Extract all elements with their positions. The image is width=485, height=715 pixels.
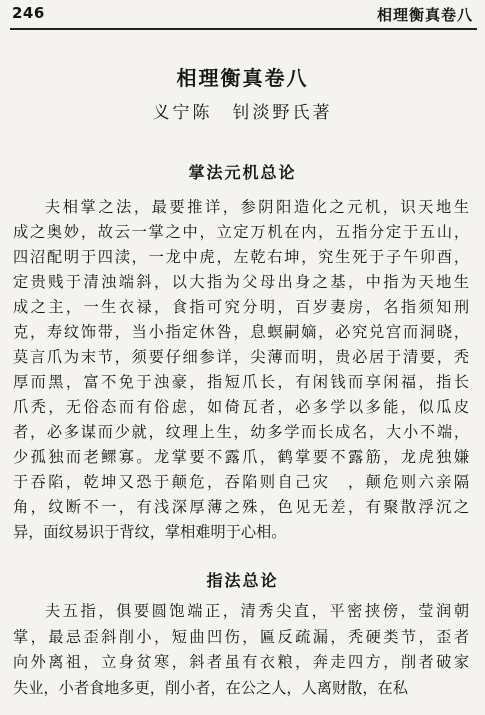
- text-line: 克，寿纹饰带，当小指定休咎，息螟嗣嫡，必究兑宫而洞晓，: [13, 323, 469, 341]
- text-line: 夫五指，俱要圆饱端正，清秀尖直，平密挟傍，莹润朝: [45, 602, 469, 620]
- running-header: [10, 2, 477, 26]
- page-number: 246: [12, 4, 45, 22]
- author-line: 义宁陈 钊淡野氏著: [152, 103, 333, 123]
- text-line: 成之主，一生衣禄，食指可究分明，百岁妻房，名指须知刑: [13, 298, 469, 316]
- text-line: 四沼配明于四渎，一龙中虎，左乾右坤，究生死于子午卯酉，: [13, 248, 469, 266]
- text-line: 异，面纹易识于背纹，掌相难明于心相。: [13, 523, 287, 541]
- running-title: 相理衡真卷八: [376, 6, 473, 24]
- section-heading-palm: 掌法元机总论: [188, 163, 297, 182]
- text-line: 角，纹断不一，有浅深厚薄之殊，色见无差，有聚散浮沉之: [13, 498, 469, 516]
- text-line: 夫相掌之法，最要推详，参阴阳造化之元机，识天地生: [45, 198, 469, 216]
- chapter-title: 相理衡真卷八: [176, 66, 309, 90]
- text-line: 者，必多谋而少就，纹理上生，幼多学而长成名，大小不端，: [13, 423, 469, 441]
- text-line: 掌，最忌歪斜削小，短曲凹伤，匾反疏漏，秃硬类节，歪者: [13, 627, 469, 646]
- text-line: 定贵贱于清浊端斜，以大指为父母出身之基，中指为天地生: [13, 273, 469, 291]
- text-line: 于吞陷，乾坤又恐于颠危，吞陷则自己灾 ，颠危则六亲隔: [13, 473, 469, 491]
- text-line: 爪秃，无俗态而有俗虑，如倚瓦者，必多学以多能，似瓜皮: [13, 398, 469, 416]
- text-line: 莫言爪为末节，须要仔细参详，尖薄而明，贵必居于清要，秃: [13, 348, 469, 366]
- section-heading-fingers: 指法总论: [206, 571, 279, 590]
- text-line: 成之奥妙，故云一掌之中，立定万机在内，五指分定于五山，: [13, 223, 469, 241]
- header-rule: [10, 28, 477, 30]
- text-line: 少孤独而老鳏寡。龙掌要不露爪，鹤掌要不露筋，龙虎独嫌: [13, 448, 469, 466]
- text-line: 向外离祖，立身贫寒，斜者虽有衣粮，奔走四方，削者破家: [13, 653, 469, 671]
- text-line: 厚而黑，富不免于浊豪，指短爪长，有闲钱而享闲福，指长: [13, 373, 469, 391]
- text-line: 失业，小者食地多更，削小者，在公之人，人离财散，在私: [13, 678, 408, 697]
